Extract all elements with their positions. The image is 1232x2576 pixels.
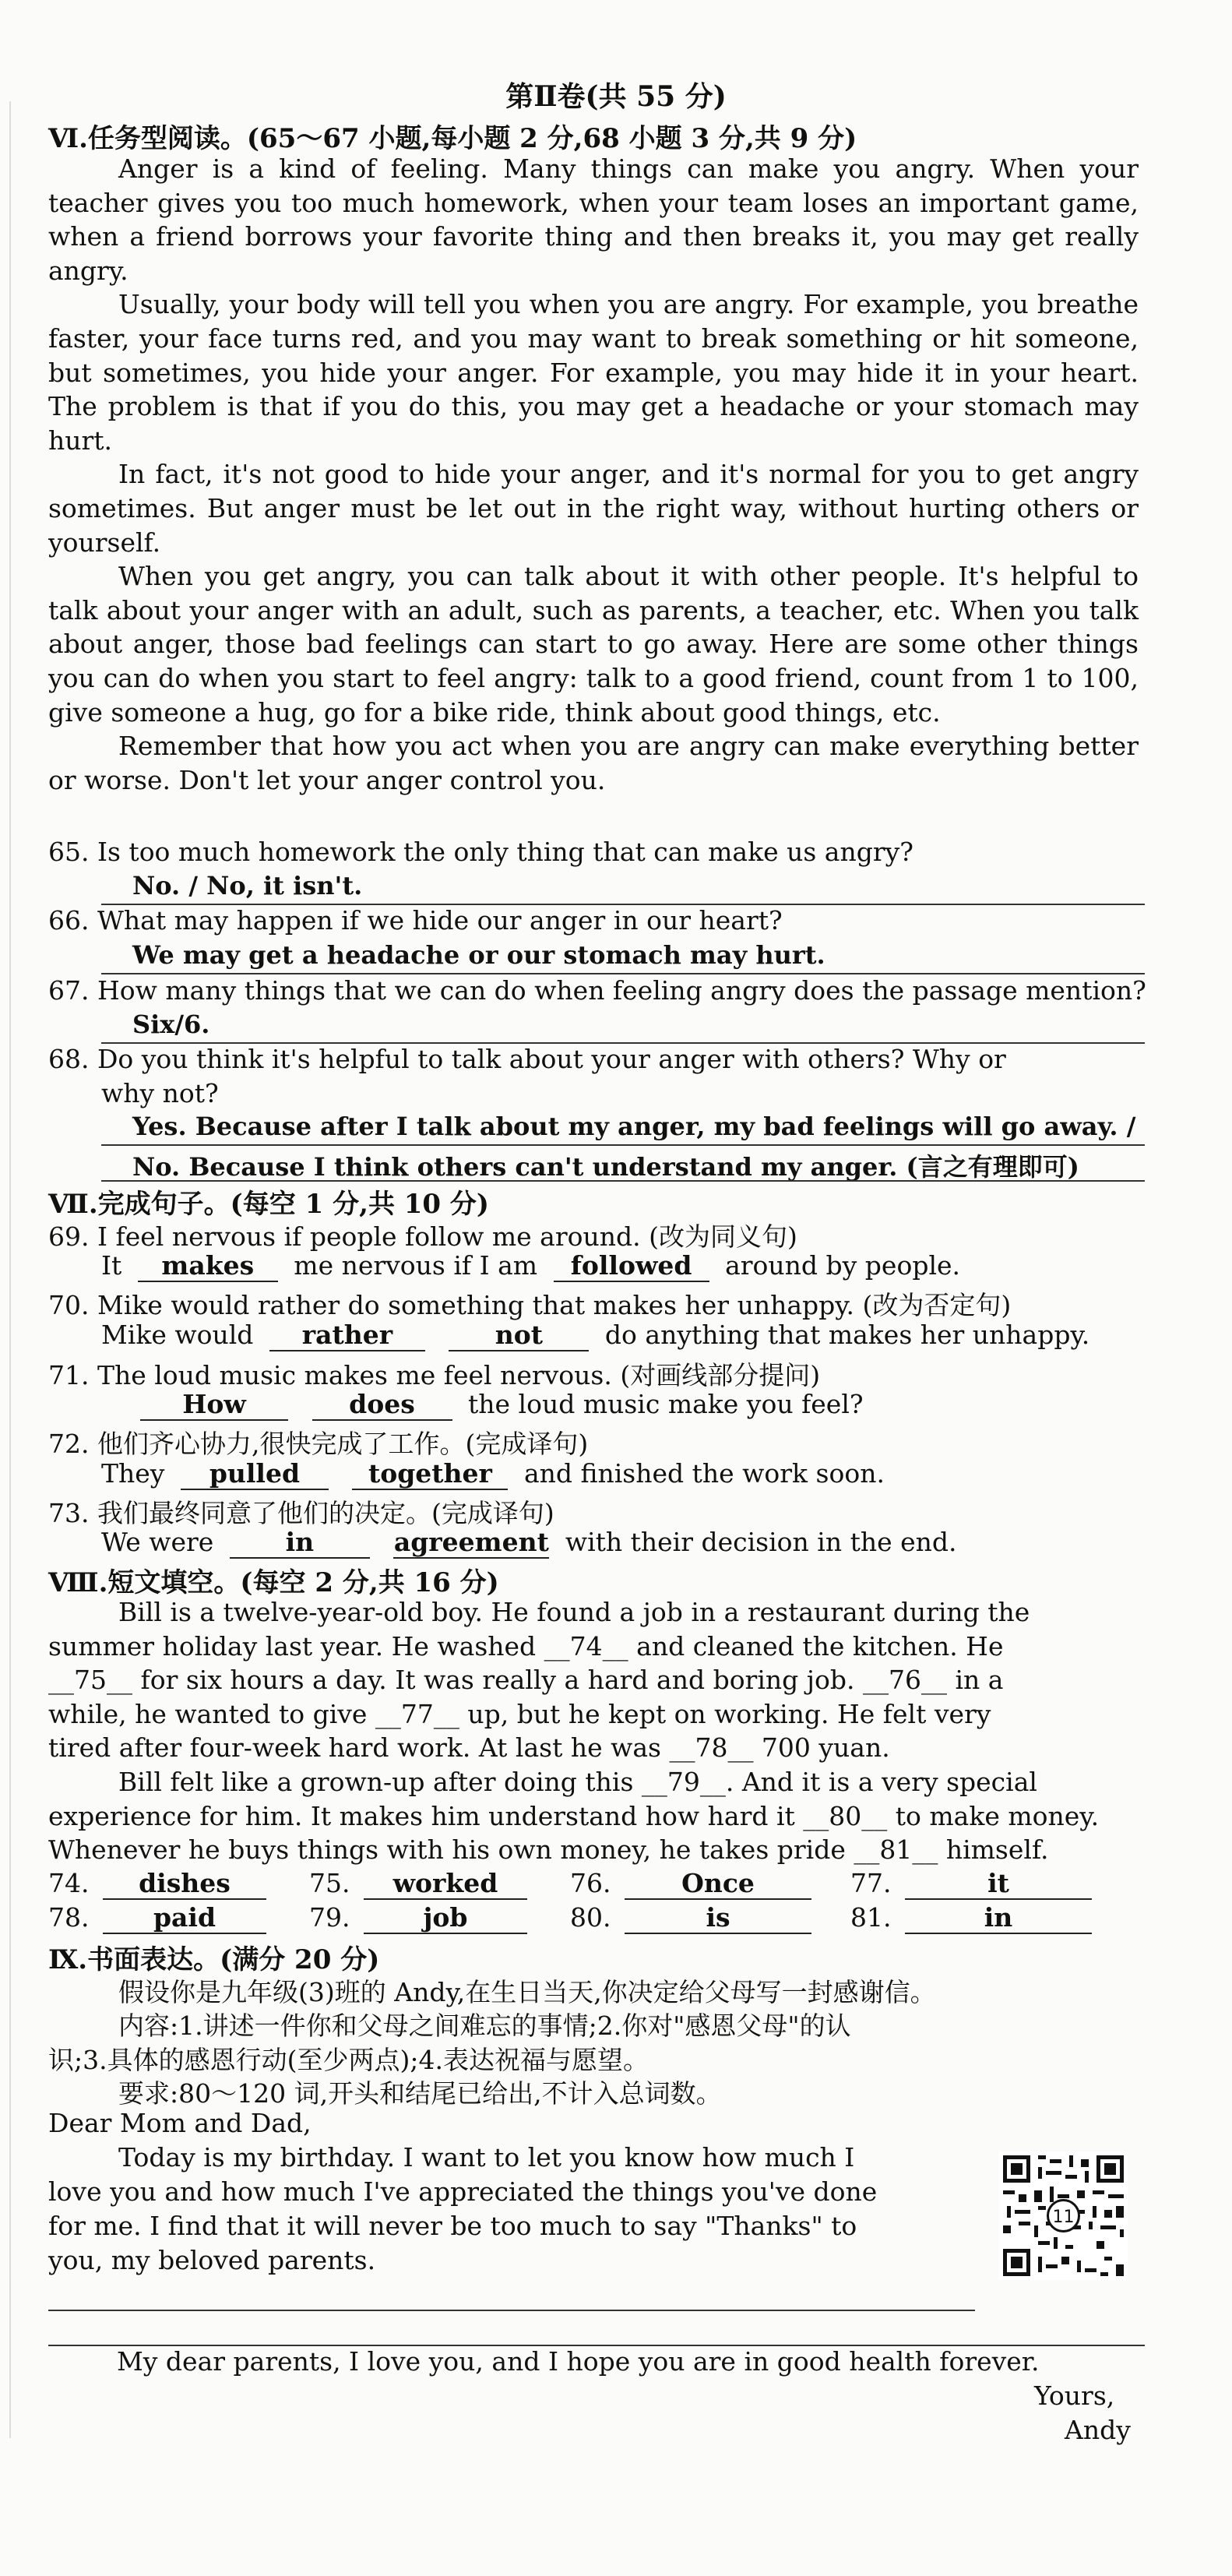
answer-cell xyxy=(897,1868,1100,1900)
fill-line-69 xyxy=(101,1250,960,1282)
passage-paragraph: When you get angry, you can talk about it with other people. It's helpful to talk about your anger with an adult, such as parents, a teacher, etc. When you talk about anger, those bad feelings can start to go away. Here are some other things you can do when you start to feel angry: talk to a good friend, count from 1 to 100, give someone a hug, go for a bike ride, think about good things, etc. xyxy=(48,561,1139,728)
text: the loud music make you feel? xyxy=(468,1389,864,1419)
blank-answer: it xyxy=(905,1868,1092,1900)
writing-line xyxy=(48,2310,975,2311)
text: around by people. xyxy=(725,1250,961,1281)
answer-cell xyxy=(95,1902,274,1934)
question-69: 69. I feel nervous if people follow me around. (改为同义句) xyxy=(48,1221,797,1252)
text: me nervous if I am xyxy=(294,1250,538,1281)
text: They xyxy=(101,1458,165,1489)
blank-answer: together xyxy=(352,1458,508,1490)
passage-paragraph: Usually, your body will tell you when you are angry. For example, you breathe faster, your face turns red, and you may want to break something or hit someone, but sometimes, you hide your anger. For example, you may hide it in your heart. The problem is that if you do this, you may get a headache or your stomach may hurt. xyxy=(48,289,1139,456)
text: do anything that makes her unhappy. xyxy=(604,1320,1090,1350)
blank-answer: paid xyxy=(103,1902,266,1934)
question-68: 68. Do you think it's helpful to talk about your anger with others? Why or xyxy=(48,1044,1006,1074)
answer-cell xyxy=(356,1868,535,1900)
writing-content: 内容:1.讲述一件你和父母之间难忘的事情;2.你对"感恩父母"的认 xyxy=(118,2010,851,2041)
qr-code[interactable] xyxy=(999,2151,1128,2280)
question-70: 70. Mike would rather do something that makes her unhappy. (改为否定句) xyxy=(48,1290,1012,1320)
qr-code-icon xyxy=(999,2151,1128,2280)
text: It xyxy=(101,1250,122,1281)
letter-line: for me. I find that it will never be too much to say "Thanks" to xyxy=(48,2211,857,2241)
blank-answer: pulled xyxy=(181,1458,329,1490)
answer-num: 75. xyxy=(309,1868,350,1898)
section-9-heading: Ⅸ.书面表达。(满分 20 分) xyxy=(48,1944,380,1975)
question-66: 66. What may happen if we hide our anger in our heart? xyxy=(48,905,783,936)
answer-cell xyxy=(897,1902,1100,1934)
answer-line xyxy=(101,1180,1145,1182)
reading-passage xyxy=(48,152,1139,797)
letter-signoff: Yours, xyxy=(1034,2380,1115,2411)
answer-cell xyxy=(617,1902,819,1934)
section-7-heading: Ⅶ.完成句子。(每空 1 分,共 10 分) xyxy=(48,1189,490,1220)
answer-cell xyxy=(617,1868,819,1900)
fill-line-70 xyxy=(101,1320,1089,1351)
section-6-heading: Ⅵ.任务型阅读。(65～67 小题,每小题 2 分,68 小题 3 分,共 9 分) xyxy=(48,123,857,154)
answer-cell xyxy=(356,1902,535,1934)
blank-answer: agreement xyxy=(393,1527,549,1557)
qr-badge-number: 11 xyxy=(1052,2208,1075,2227)
answer-68-line1: Yes. Because after I talk about my anger, my bad feelings will go away. / xyxy=(132,1112,1136,1141)
blank-answer: in xyxy=(230,1527,370,1559)
answer-67: Six/6. xyxy=(132,1010,210,1039)
answer-num: 81. xyxy=(850,1902,892,1933)
letter-greeting: Dear Mom and Dad, xyxy=(48,2108,312,2138)
blank-answer: How xyxy=(140,1389,288,1421)
page-edge-line xyxy=(9,101,11,2438)
cloze-line: experience for him. It makes him understand how hard it __80__ to make money. xyxy=(48,1800,1100,1831)
writing-prompt: 假设你是九年级(3)班的 Andy,在生日当天,你决定给父母写一封感谢信。 xyxy=(118,1977,936,2007)
answer-num: 78. xyxy=(48,1902,90,1933)
blank-answer: job xyxy=(364,1902,527,1934)
blank-answer: followed xyxy=(554,1250,709,1282)
question-67: 67. How many things that we can do when feeling angry does the passage mention? xyxy=(48,975,1146,1006)
cloze-line: summer holiday last year. He washed ⁠__74__ and cleaned the kitchen. He xyxy=(48,1630,1004,1662)
question-65: 65. Is too much homework the only thing that can make us angry? xyxy=(48,837,913,867)
cloze-line: Bill is a twelve-year-old boy. He found a job in a restaurant during the xyxy=(118,1597,1030,1627)
answer-num: 74. xyxy=(48,1868,90,1898)
text: We were xyxy=(101,1527,214,1557)
text: with their decision in the end. xyxy=(565,1527,957,1557)
answer-num: 79. xyxy=(309,1902,350,1933)
answer-line xyxy=(101,1144,1145,1146)
cloze-passage xyxy=(48,1595,1142,1867)
blank-answer: worked xyxy=(364,1868,527,1900)
blank-answer: rather xyxy=(269,1320,425,1351)
blank-answer: not xyxy=(449,1320,589,1351)
text: and finished the work soon. xyxy=(523,1458,885,1489)
letter-line: love you and how much I've appreciated the things you've done xyxy=(48,2176,878,2207)
answer-num: 76. xyxy=(570,1868,611,1898)
fill-line-71 xyxy=(132,1389,864,1421)
question-68-cont: why not? xyxy=(101,1078,219,1108)
blank-answer: is xyxy=(625,1902,811,1934)
letter-signature: Andy xyxy=(1065,2415,1131,2445)
cloze-line: __75__ for six hours a day. It was really a hard and boring job. __76__ in a xyxy=(48,1665,1004,1696)
section-8-heading: Ⅷ.短文填空。(每空 2 分,共 16 分) xyxy=(48,1567,499,1598)
text: Mike would xyxy=(101,1320,254,1350)
letter-line: Today is my birthday. I want to let you know how much I xyxy=(118,2142,855,2173)
cloze-line: tired after four-week hard work. At last he was __78__ 700 yuan. xyxy=(48,1732,890,1764)
fill-line-73 xyxy=(101,1527,957,1559)
blank-answer: makes xyxy=(138,1250,278,1282)
answer-68-line2: No. Because I think others can't understand my anger. (言之有理即可) xyxy=(132,1152,1079,1182)
answer-66: We may get a headache or our stomach may hurt. xyxy=(132,940,825,970)
passage-paragraph: In fact, it's not good to hide your anger, and it's normal for you to get angry sometimes. But anger must be let out in the right way, without hurting others or yourself. xyxy=(48,459,1139,558)
section-title: 第Ⅱ卷(共 55 分) xyxy=(505,80,727,113)
letter-line: you, my beloved parents. xyxy=(48,2245,376,2275)
passage-paragraph: Remember that how you act when you are angry can make everything better or worse. Don't let your anger control you. xyxy=(48,731,1139,795)
blank-answer: Once xyxy=(625,1868,811,1900)
letter-closing: My dear parents, I love you, and I hope you are in good health forever. xyxy=(117,2346,1040,2377)
blank-answer: in xyxy=(905,1902,1092,1934)
answer-num: 77. xyxy=(850,1868,892,1898)
answer-cell xyxy=(95,1868,274,1900)
answer-65: No. / No, it isn't. xyxy=(132,871,363,900)
passage-paragraph: Anger is a kind of feeling. Many things can make you angry. When your teacher gives you too much homework, when your team loses an important game, when a friend borrows your favorite thing and then breaks it, you may get really angry. xyxy=(48,153,1139,286)
answer-num: 80. xyxy=(570,1902,611,1933)
blank-answer: does xyxy=(312,1389,452,1421)
question-72: 72. 他们齐心协力,很快完成了工作。(完成译句) xyxy=(48,1429,589,1459)
question-73: 73. 我们最终同意了他们的决定。(完成译句) xyxy=(48,1498,554,1528)
writing-requirement: 要求:80～120 词,开头和结尾已给出,不计入总词数。 xyxy=(118,2078,722,2109)
cloze-line: Bill felt like a grown-up after doing this __79__. And it is a very special xyxy=(118,1766,1037,1797)
cloze-line: while, he wanted to give __77__ up, but he kept on working. He felt very xyxy=(48,1698,991,1729)
fill-line-72 xyxy=(101,1458,885,1490)
cloze-line: Whenever he buys things with his own money, he takes pride __81__ himself. xyxy=(48,1834,1049,1866)
question-71: 71. The loud music makes me feel nervous. (对画线部分提问) xyxy=(48,1360,821,1390)
answer-line xyxy=(101,973,1145,974)
writing-content-cont: 识;3.具体的感恩行动(至少两点);4.表达祝福与愿望。 xyxy=(48,2045,649,2075)
blank-answer: dishes xyxy=(103,1868,266,1900)
